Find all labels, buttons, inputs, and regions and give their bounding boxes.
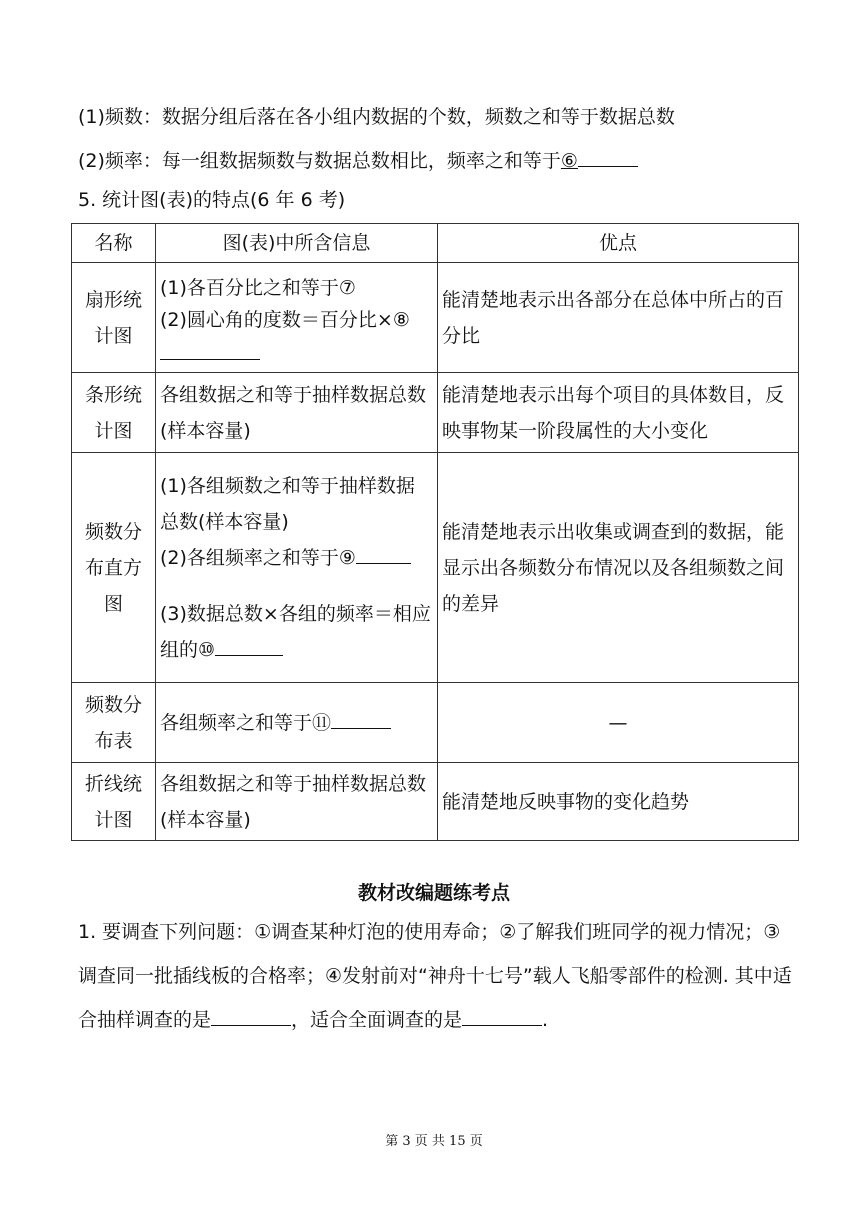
answer-blank	[211, 1005, 291, 1026]
answer-blank	[215, 635, 283, 656]
row-info	[156, 453, 438, 683]
row-name: 折线统计图	[72, 763, 156, 841]
row-name: 条形统计图	[72, 373, 156, 453]
answer-blank	[356, 543, 411, 564]
info-line: (3)数据总数×各组的频率＝相应组的⑩	[160, 602, 431, 661]
relative-frequency-text: (2)频率：每一组数据频数与数据总数相比，频率之和等于	[78, 150, 561, 172]
answer-blank	[160, 339, 260, 360]
row-advantage: —	[438, 683, 799, 763]
info-line: (1)各百分比之和等于⑦	[160, 276, 356, 299]
statistics-chart-table	[71, 223, 799, 841]
row-name: 频数分布表	[72, 683, 156, 763]
answer-blank	[462, 1005, 542, 1026]
row-name: 频数分布直方图	[72, 453, 156, 683]
row-info: 各组频率之和等于⑪	[156, 683, 438, 763]
table-row	[72, 263, 799, 373]
row-info	[156, 263, 438, 373]
question-1: 1. 要调查下列问题：①调查某种灯泡的使用寿命；②了解我们班同学的视力情况；③调查同一批插线板的合格率；④发射前对“神舟十七号”载人飞船零部件的检测. 其中适合抽样调查的是 ，适合全面调查的是 .	[78, 921, 792, 1031]
relative-frequency-definition	[78, 146, 638, 174]
row-advantage: 能清楚地表示出各部分在总体中所占的百分比	[438, 263, 799, 373]
header-info: 图(表)中所含信息	[156, 224, 438, 263]
row-advantage: 能清楚地表示出每个项目的具体数目，反映事物某一阶段属性的大小变化	[438, 373, 799, 453]
table-row	[72, 683, 799, 763]
info-line: (2)圆心角的度数＝百分比×⑧	[160, 308, 410, 331]
info-line: (2)各组频率之和等于⑨	[160, 540, 433, 576]
answer-blank	[331, 708, 391, 729]
section-heading-5: 5. 统计图(表)的特点(6 年 6 考)	[78, 189, 346, 211]
row-info: 各组数据之和等于抽样数据总数(样本容量)	[156, 763, 438, 841]
header-name: 名称	[72, 224, 156, 263]
row-name: 扇形统计图	[72, 263, 156, 373]
answer-blank	[578, 146, 638, 167]
table-row	[72, 453, 799, 683]
table-header-row	[72, 224, 799, 263]
row-advantage: 能清楚地反映事物的变化趋势	[438, 763, 799, 841]
page-footer: 第 3 页 共 15 页	[385, 1134, 483, 1149]
header-advantage: 优点	[438, 224, 799, 263]
row-info: 各组数据之和等于抽样数据总数(样本容量)	[156, 373, 438, 453]
table-row	[72, 373, 799, 453]
section-title: 教材改编题练考点	[357, 882, 510, 904]
table-row	[72, 763, 799, 841]
info-line: (1)各组频数之和等于抽样数据总数(样本容量)	[160, 474, 415, 533]
frequency-definition: (1)频数：数据分组后落在各小组内数据的个数，频数之和等于数据总数	[78, 106, 675, 128]
row-advantage: 能清楚地表示出收集或调查到的数据，能显示出各频数分布情况以及各组频数之间的差异	[438, 453, 799, 683]
blank-marker-6: ⑥	[560, 150, 578, 172]
